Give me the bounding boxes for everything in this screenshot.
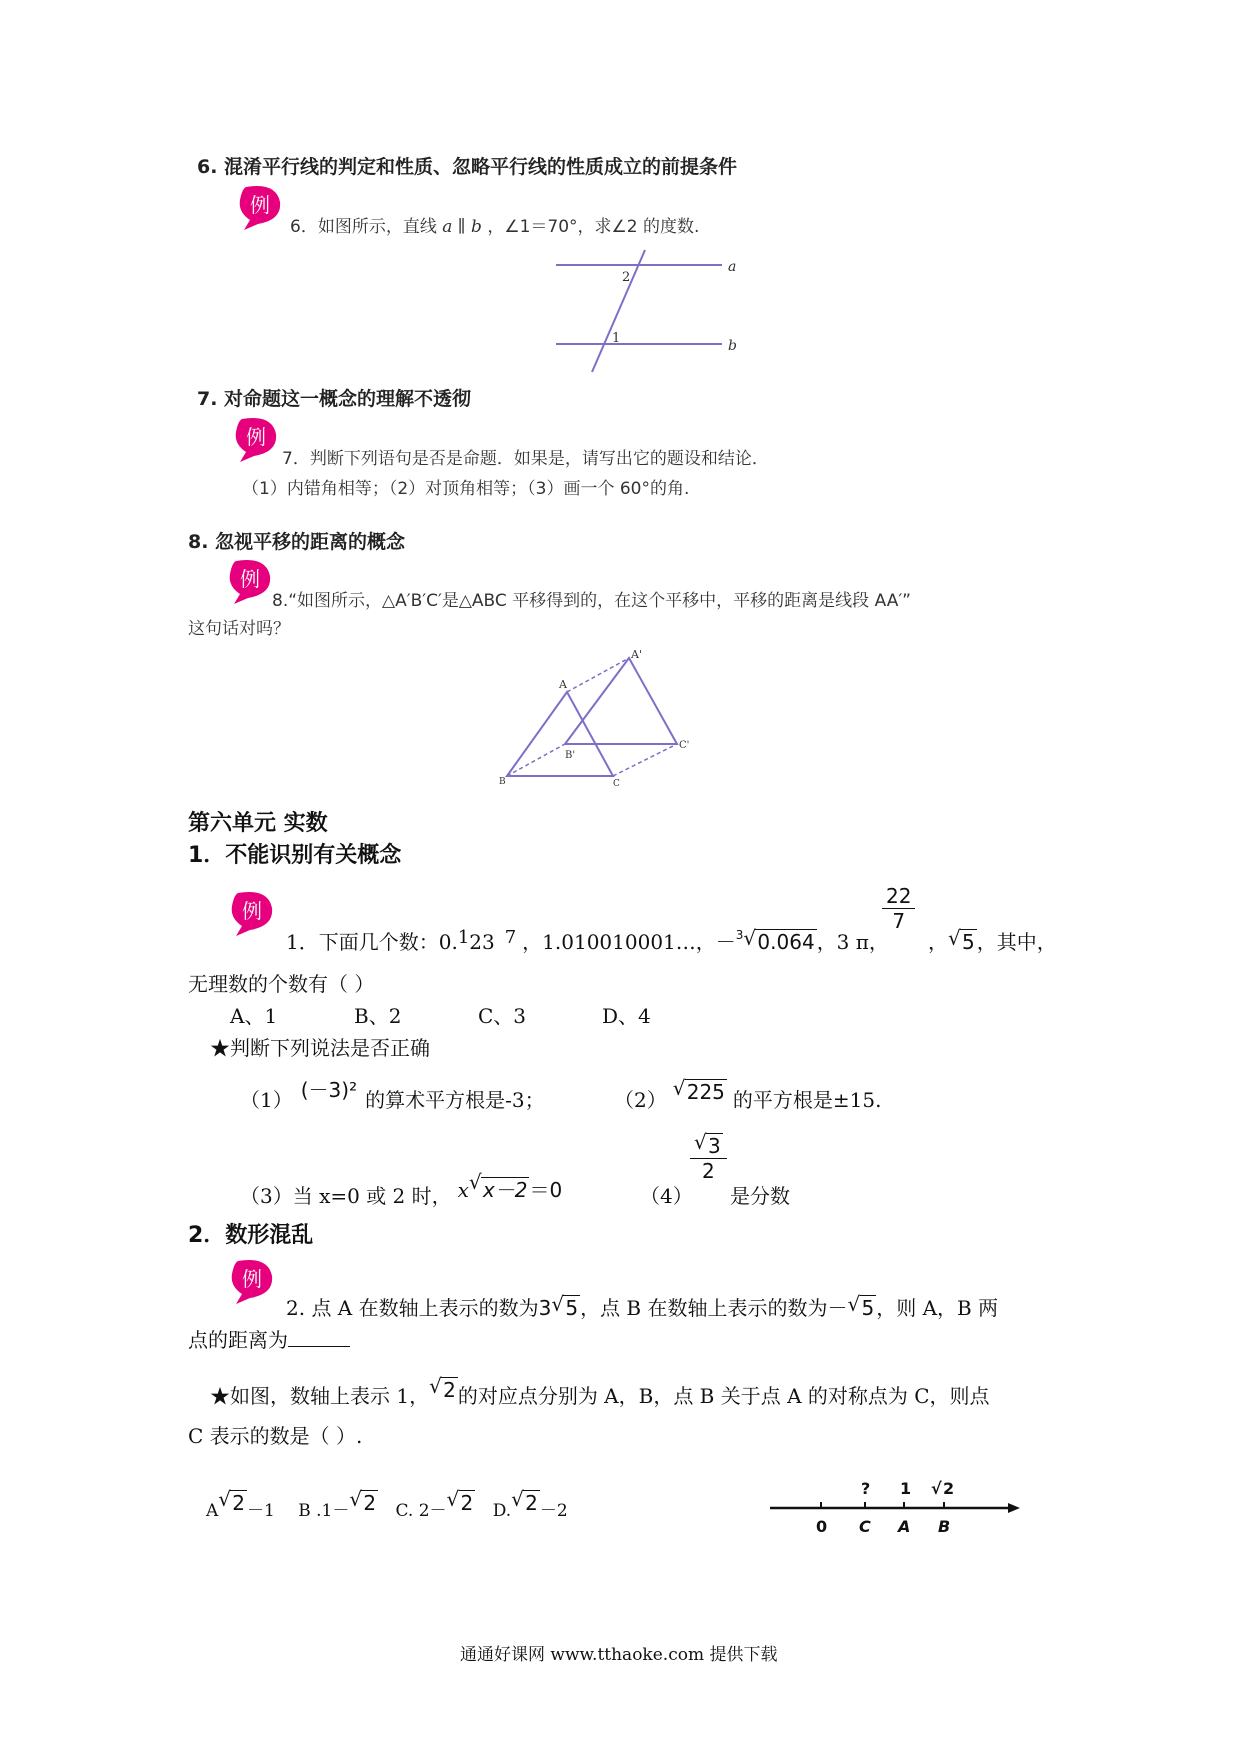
label-b: b [728,338,737,354]
footer: 通通好课网 www.tthaoke.com 提供下载 [460,1645,778,1665]
triangle-abc [507,692,613,776]
svg-text:2: 2 [943,1479,955,1498]
example-badge-icon [236,182,286,232]
judge-1: （1） (－3)² 的算术平方根是-3； [240,1078,545,1112]
judge-4-fraction: √ 3 2 [690,1134,727,1183]
svg-text:C: C [859,1517,871,1536]
example-badge-icon [232,414,282,464]
parallel-lines-figure [550,248,750,378]
section-8-heading: 8. 忽视平移的距离的概念 [188,531,406,553]
triangle-abc-prime [565,658,677,744]
choice-d: D、4 [602,1004,651,1028]
svg-text:例: 例 [242,899,262,923]
label-angle-2: 2 [622,270,631,285]
svg-text:C': C' [679,740,690,751]
example-badge-icon [228,1256,278,1306]
svg-text:例: 例 [240,567,260,591]
judge-4-label: （4） [640,1184,693,1208]
question-6-math: a ∥ b [442,217,482,237]
answer-blank [288,1346,350,1347]
svg-text:√: √ [931,1479,942,1498]
star-statement-1: ★判断下列说法是否正确 [210,1036,430,1060]
svg-text:A': A' [631,648,642,661]
unit-6-title: 第六单元 实数 [188,811,328,836]
judge-3: （3）当 x=0 或 2 时， x √ x－2 ＝0 [240,1170,563,1208]
svg-text:例: 例 [242,1267,262,1291]
label-a: a [728,259,737,275]
transversal-line [592,250,645,372]
svg-text:0: 0 [816,1517,828,1536]
translation-figure [495,648,710,788]
answer-options: A √ 2 －1 B .1－ √ 2 C. 2－ √ 2 D. √ 2 －2 [206,1487,568,1521]
unit-6-section-2: 2．数形混乱 [188,1223,314,1248]
svg-text:A: A [898,1517,911,1536]
label-angle-1: 1 [612,331,621,346]
choice-b: B、2 [354,1004,402,1028]
example-badge-icon [226,556,276,606]
svg-text:1: 1 [900,1479,912,1498]
question-1-tail: ， √ 5 ，其中， [928,926,1057,954]
judge-2: （2） √ 225 的平方根是±15. [614,1076,882,1112]
axis-arrow-icon [1008,1503,1020,1513]
section-6-heading: 6. 混淆平行线的判定和性质、忽略平行线的性质成立的前提条件 [197,156,738,178]
star-statement-2-line2: C 表示的数是（ ）. [188,1424,363,1448]
svg-text:?: ? [861,1479,871,1498]
fraction-22-7: $\frac{22}{7}$ [882,884,915,933]
question-1-line2: 无理数的个数有（ ） [188,972,375,996]
question-6-rest: ，∠1＝70°，求∠2 的度数. [487,217,700,237]
unit6-question-2: 2. 点 A 在数轴上表示的数为3 √ 5 ，点 B 在数轴上表示的数为－ √ 5 ，则 A，B 两 [286,1292,999,1320]
example-badge-icon [228,888,278,938]
svg-text:B: B [499,777,506,787]
question-6-prefix: 6．如图所示，直线 [290,217,437,237]
question-8-line2: 这句话对吗？ [188,619,290,639]
choice-c: C、3 [478,1004,527,1028]
svg-text:B: B [938,1517,951,1536]
question-8: 8.“如图所示，△A′B′C′是△ABC 平移得到的，在这个平移中，平移的距离是线段 AA′” [272,591,911,611]
choice-a: A、1 [230,1004,278,1028]
question-2-line2: 点的距离为 [188,1324,350,1353]
question-7: 7．判断下列语句是否是命题．如果是，请写出它的题设和结论． [282,449,769,469]
unit-6-section-1: 1．不能识别有关概念 [188,843,402,868]
unit6-question-1: 1．下面几个数：0.123 7 ，1.010010001…，－$^3$ √ 0.064 ，3 π， [286,926,889,954]
judge-4-text: 是分数 [730,1184,790,1208]
svg-text:C: C [613,779,620,788]
question-6 [290,212,699,237]
svg-text:B': B' [565,750,576,761]
section-7-heading: 7. 对命题这一概念的理解不透彻 [197,388,472,410]
svg-text:例: 例 [250,193,270,217]
number-line-figure [768,1470,1028,1540]
svg-text:A: A [559,678,567,691]
question-7-items: （1）内错角相等；（2）对顶角相等；（3）画一个 60°的角. [242,479,690,499]
star-statement-2: ★如图，数轴上表示 1， √ 2 的对应点分别为 A，B，点 B 关于点 A 的对称点为 C，则点 [210,1374,990,1408]
svg-text:例: 例 [246,425,266,449]
